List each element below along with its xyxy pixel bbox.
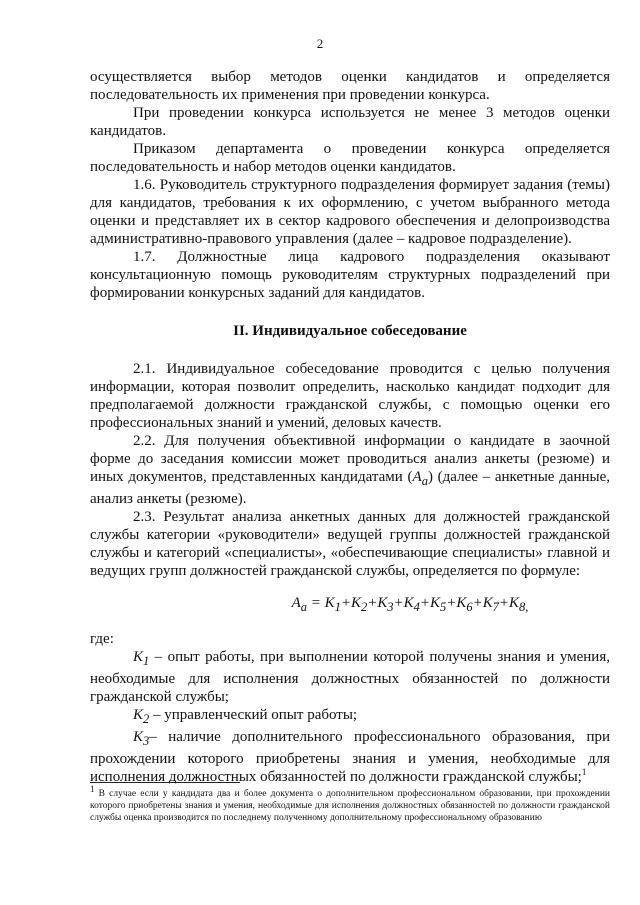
paragraph: 2.3. Результат анализа анкетных данных для должностей гражданской службы категории «руководители» ведущей группы должностей гражданской службы и категорий «специалисты», «обеспечивающие специалисты» главной и ведущих групп должностей гражданской службы, определяется по формуле:	[90, 509, 610, 579]
footnote: $^1$ В случае если у кандидата два и более документа о дополнительном профессиональном образовании, при прохождении которого приобретены знания и умения, необходимые для исполнения должностных обязанностей по должности гражданской службы оценка производится по последнему полученному дополнительному профессиональному образованию	[90, 783, 610, 823]
page-number: 2	[316, 36, 324, 51]
footnote-mark: 1	[90, 783, 95, 794]
paragraph: 1.6. Руководитель структурного подразделения формирует задания (темы) для кандидатов, требования к их оформлению, с учетом выбранного метода оценки и представляет их в сектор кадрового обеспечения и делопроизводства административно-правового управления (далее – кадровое подразделение).	[90, 177, 610, 247]
paragraph: При проведении конкурса используется не менее 3 методов оценки кандидатов.	[90, 105, 610, 139]
where-label: где:	[90, 631, 114, 647]
paragraph: Приказом департамента о проведении конкурса определяется последовательность и набор методов оценки кандидатов.	[90, 141, 610, 175]
document-body	[90, 68, 610, 786]
definition-k2: $К_2$ – управленческий опыт работы;	[133, 707, 358, 726]
variable-symbol: $К_2$	[133, 707, 150, 726]
definition-k1: $К_1$ – опыт работы, при выполнении которой получены знания и умения, необходимые для исполнения должностных обязанностей по должности гражданской службы;	[90, 649, 610, 705]
formula-lhs: $А_а$	[291, 595, 308, 614]
section-heading: II. Индивидуальное собеседование	[233, 323, 467, 339]
variable-symbol: $К_3$	[133, 729, 150, 748]
formula: $А_а = К_1+К_2+К_3+К_4+К_5+К_6+К_7+К_{8,}$	[291, 595, 529, 614]
definition-k3: $К_3-$ наличие дополнительного профессионального образования, при прохождении которого приобретены знания и умения, необходимые для исполнения должностных обязанностей по должности гражданской службы;$^1$	[90, 729, 610, 785]
paragraph: 2.2. Для получения объективной информации о кандидате в заочной форме до заседания комиссии может проводиться анализ анкеты (резюме) и иных документов, представленных кандидатами $(А_а)$ (далее – анкетные данные, анализ анкеты (резюме).	[90, 433, 611, 507]
footnote-reference[interactable]: 1	[581, 767, 587, 777]
footnote-divider	[90, 782, 240, 783]
variable-symbol: $К_1$	[133, 649, 150, 668]
paragraph: осуществляется выбор методов оценки кандидатов и определяется последовательность их применения при проведении конкурса.	[90, 69, 610, 103]
paragraph: 2.1. Индивидуальное собеседование проводится с целью получения информации, которая позволит определить, насколько кандидат подходит для предполагаемой должности гражданской службы, с помощью оценки его профессиональных знаний и умений, деловых качеств.	[90, 361, 610, 431]
paragraph: 1.7. Должностные лица кадрового подразделения оказывают консультационную помощь руководителям структурных подразделений при формировании конкурсных заданий для кандидатов.	[90, 249, 610, 301]
footnotes	[90, 782, 610, 824]
variable-symbol: $А_а$	[412, 469, 428, 488]
